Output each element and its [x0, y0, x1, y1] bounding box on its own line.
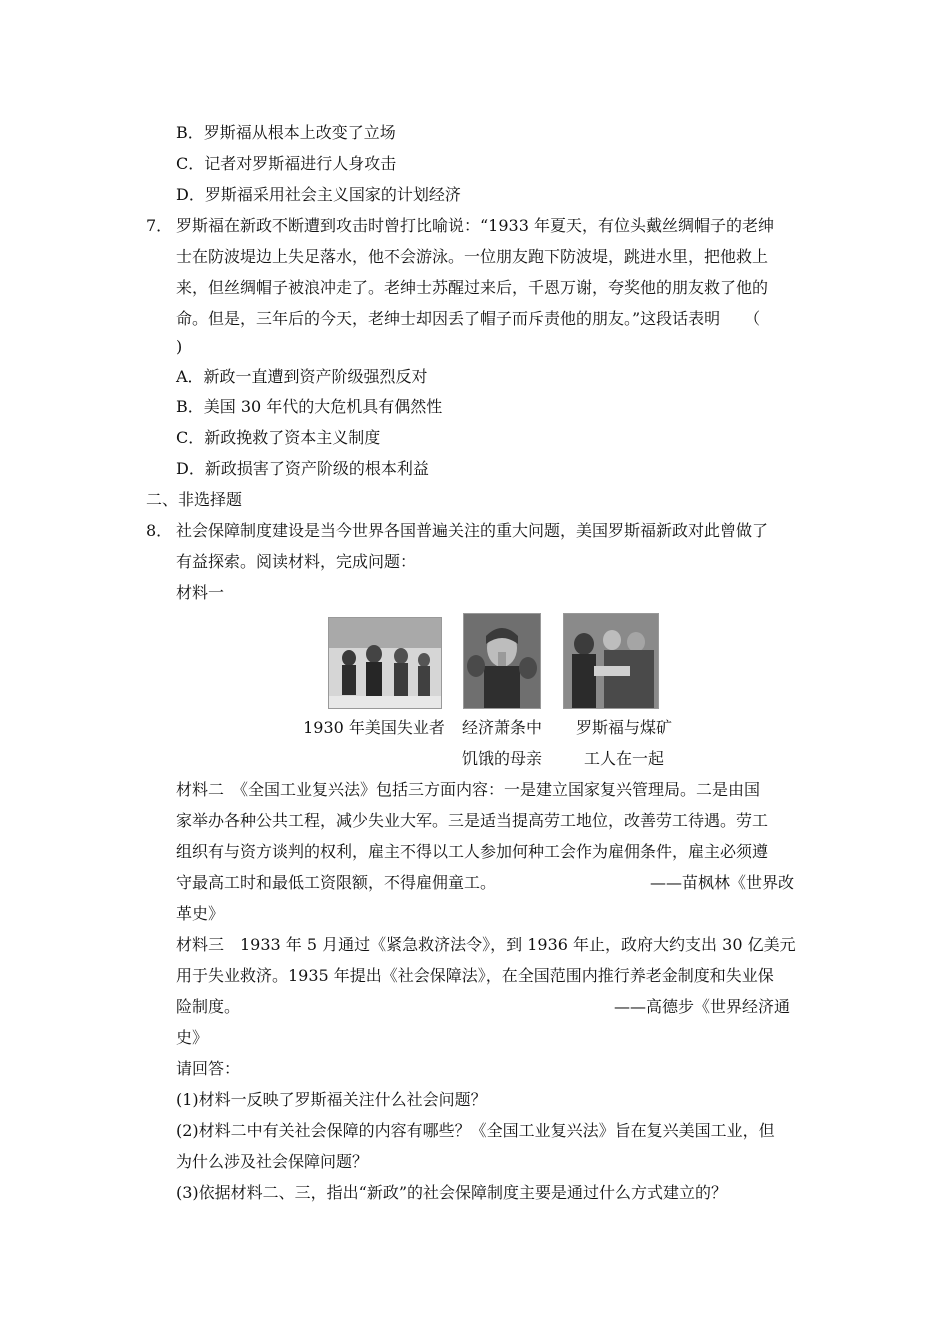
material3-line-2: 用于失业救济。1935 年提出《社会保障法》，在全国范围内推行养老金制度和失业保 — [176, 966, 774, 985]
material2-line-3: 组织有与资方谈判的权利，雇主不得以工人参加何种工会作为雇佣条件，雇主必须遵 — [176, 842, 769, 861]
photo-caption-3-line-1: 罗斯福与煤矿 — [575, 718, 672, 737]
q7-stem-line-3: 来，但丝绸帽子被浪冲走了。老绅士苏醒过来后，千恩万谢，夸奖他的朋友救了他的 — [176, 278, 769, 297]
q7-option-a: A．新政一直遭到资产阶级强烈反对 — [176, 367, 428, 386]
q8-question-1: (1)材料一反映了罗斯福关注什么社会问题？ — [176, 1090, 487, 1109]
q8-stem-line-2: 有益探索。阅读材料，完成问题： — [176, 552, 417, 571]
material3-source-cont: 史》 — [176, 1028, 209, 1047]
material3-source: ——高德步《世界经济通 — [614, 997, 791, 1016]
material2-line-4: 守最高工时和最低工资限额，不得雇佣童工。 — [176, 873, 497, 892]
q7-stem-line-5: ) — [176, 337, 183, 356]
section-heading: 二、非选择题 — [146, 490, 243, 509]
q7-stem-line-1: 罗斯福在新政不断遭到攻击时曾打比喻说：“1933 年夏天，有位头戴丝绸帽子的老绅 — [176, 216, 774, 235]
photo-caption-2-line-1: 经济萧条中 — [461, 718, 542, 737]
q6-option-b: B．罗斯福从根本上改变了立场 — [176, 123, 396, 142]
q7-option-c: C．新政挽救了资本主义制度 — [176, 428, 381, 447]
material2-source: ——苗枫林《世界改 — [650, 873, 795, 892]
material2-line-2: 家举办各种公共工程，减少失业大军。三是适当提高劳工地位，改善劳工待遇。劳工 — [176, 811, 769, 830]
photo-caption-3-line-2: 工人在一起 — [583, 749, 664, 768]
material3-line-1: 材料三 1933 年 5 月通过《紧急救济法令》，到 1936 年止，政府大约支出 30 亿美元 — [176, 935, 796, 954]
photo-unemployed-1930-icon — [328, 617, 442, 709]
q8-number: 8． — [146, 521, 173, 540]
q7-stem-line-4: 命。但是，三年后的今天，老绅士却因丢了帽子而斥责他的朋友。”这段话表明 （ — [176, 309, 761, 328]
q7-stem-line-2: 士在防波堤边上失足落水，他不会游泳。一位朋友跑下防波堤，跳进水里，把他救上 — [176, 247, 769, 266]
q7-option-b: B．美国 30 年代的大危机具有偶然性 — [176, 397, 443, 416]
material1-label: 材料一 — [176, 583, 225, 602]
photo-hungry-mother-icon — [463, 613, 541, 709]
material2-source-cont: 革史》 — [176, 904, 225, 923]
q8-question-3: (3)依据材料二、三，指出“新政”的社会保障制度主要是通过什么方式建立的？ — [176, 1183, 728, 1202]
q6-option-c: C．记者对罗斯福进行人身攻击 — [176, 154, 397, 173]
q7-number: 7． — [146, 216, 173, 235]
photo-caption-1: 1930 年美国失业者 — [303, 718, 445, 737]
q6-option-d: D．罗斯福采用社会主义国家的计划经济 — [176, 185, 461, 204]
q8-stem-line-1: 社会保障制度建设是当今世界各国普遍关注的重大问题，美国罗斯福新政对此曾做了 — [176, 521, 769, 540]
q7-option-d: D．新政损害了资产阶级的根本利益 — [176, 459, 429, 478]
material2-line-1: 材料二 《全国工业复兴法》包括三方面内容：一是建立国家复兴管理局。二是由国 — [176, 780, 761, 799]
q8-question-2: (2)材料二中有关社会保障的内容有哪些？《全国工业复兴法》旨在复兴美国工业，但 — [176, 1121, 775, 1140]
material3-line-3: 险制度。 — [176, 997, 241, 1016]
answer-prompt: 请回答： — [176, 1059, 241, 1078]
photo-caption-2-line-2: 饥饿的母亲 — [461, 749, 542, 768]
photo-roosevelt-miners-icon — [563, 613, 659, 709]
q8-question-2-cont: 为什么涉及社会保障问题？ — [176, 1152, 369, 1171]
